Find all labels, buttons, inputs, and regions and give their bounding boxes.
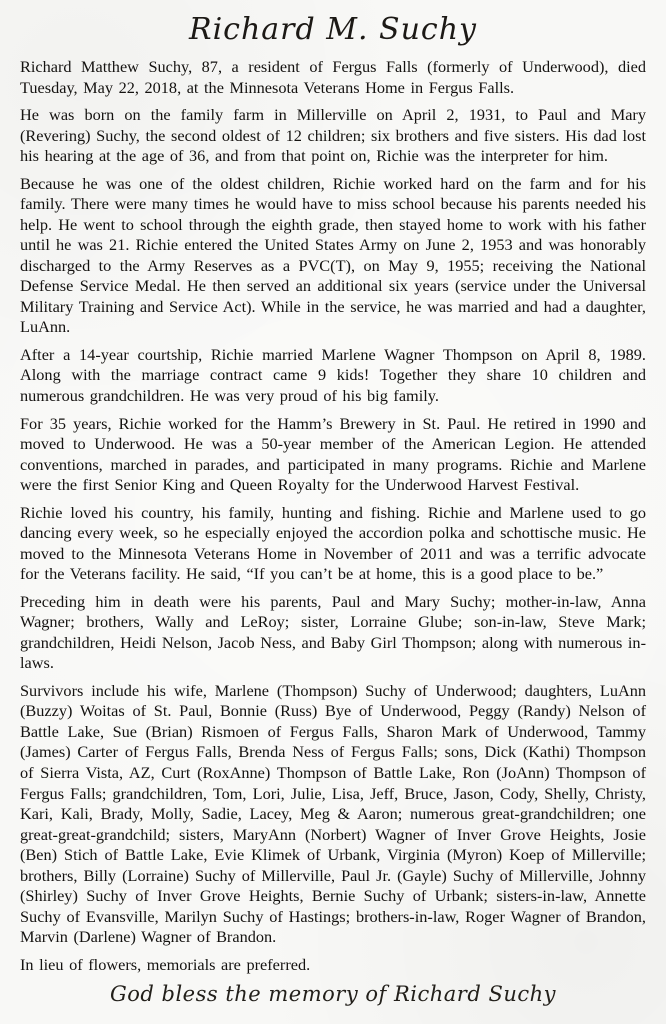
obituary-paragraph-preceded: Preceding him in death were his parents, Paul and Mary Suchy; mother-in-law, Anna Wagner; brothers, Wally and LeRoy; sister, Lorraine Glube; son-in-law, Steve Mark; grandchildren, Heidi Nelson, Jacob Ness, and Baby Girl Thompson; along with numerous in-laws. (20, 591, 646, 673)
obituary-closing-blessing: God bless the memory of Richard Suchy (109, 982, 557, 1007)
obituary-paragraph-memorials: In lieu of flowers, memorials are preferred. (20, 954, 311, 974)
obituary-paragraph-birth: He was born on the family farm in Millerville on April 2, 1931, to Paul and Mary (Revering) Suchy, the second oldest of 12 children; six brothers and five sisters. His dad lost his hearing at the age of 36, and from that point on, Richie was the interpreter for him. (20, 105, 646, 166)
obituary-paragraph-hobbies: Richie loved his country, his family, hunting and fishing. Richie and Marlene used to go dancing every week, so he especially enjoyed the accordion polka and schottische music. He moved to the Minnesota Veterans Home in November of 2011 and was a terrific advocate for the Veterans facility. He said, “If you can’t be at home, this is a good place to be.” (20, 502, 646, 584)
obituary-body (20, 57, 646, 975)
obituary-title: Richard M. Suchy (188, 12, 477, 47)
obituary-paragraph-intro: Richard Matthew Suchy, 87, a resident of Fergus Falls (formerly of Underwood), died Tuesday, May 22, 2018, at the Minnesota Veterans Home in Fergus Falls. (20, 57, 646, 97)
obituary-paragraph-marriage: After a 14-year courtship, Richie married Marlene Wagner Thompson on April 8, 1989. Along with the marriage contract came 9 kids! Together they share 10 children and numerous grandchildren. He was very proud of his big family. (20, 344, 646, 405)
obituary-paragraph-career: For 35 years, Richie worked for the Hamm’s Brewery in St. Paul. He retired in 1990 and moved to Underwood. He was a 50-year member of the American Legion. He attended conventions, marched in parades, and participated in many programs. Richie and Marlene were the first Senior King and Queen Royalty for the Underwood Harvest Festival. (20, 413, 646, 495)
obituary-paragraph-youth-army: Because he was one of the oldest children, Richie worked hard on the farm and for his family. There were many times he would have to miss school because his parents needed his help. He went to school through the eighth grade, then stayed home to work with his father until he was 21. Richie entered the United States Army on June 2, 1953 and was honorably discharged to the Army Reserves as a PVC(T), on May 9, 1955; receiving the National Defense Service Medal. He then served an additional six years (service under the Universal Military Training and Service Act). While in the service, he was married and had a daughter, LuAnn. (20, 173, 646, 337)
obituary-paragraph-survivors: Survivors include his wife, Marlene (Thompson) Suchy of Underwood; daughters, LuAnn (Buzzy) Woitas of St. Paul, Bonnie (Russ) Bye of Underwood, Peggy (Randy) Nelson of Battle Lake, Sue (Brian) Rismoen of Fergus Falls, Sharon Mark of Underwood, Tammy (James) Carter of Fergus Falls, Brenda Ness of Fergus Falls; sons, Dick (Kathi) Thompson of Sierra Vista, AZ, Curt (RoxAnne) Thompson of Battle Lake, Ron (JoAnn) Thompson of Fergus Falls; grandchildren, Tom, Lori, Julie, Lisa, Jeff, Bruce, Jason, Cody, Shelly, Christy, Kari, Kali, Brady, Molly, Sadie, Lacey, Meg & Aaron; numerous great-grandchildren; one great-great-grandchild; sisters, MaryAnn (Norbert) Wagner of Inver Grove Heights, Josie (Ben) Stich of Battle Lake, Evie Klimek of Urbank, Virginia (Myron) Koep of Millerville; brothers, Billy (Lorraine) Suchy of Millerville, Paul Jr. (Gayle) Suchy of Millerville, Johnny (Shirley) Suchy of Inver Grove Heights, Bernie Suchy of Urbank; sisters-in-law, Annette Suchy of Evansville, Marilyn Suchy of Hastings; brothers-in-law, Roger Wagner of Brandon, Marvin (Darlene) Wagner of Brandon. (20, 680, 646, 947)
